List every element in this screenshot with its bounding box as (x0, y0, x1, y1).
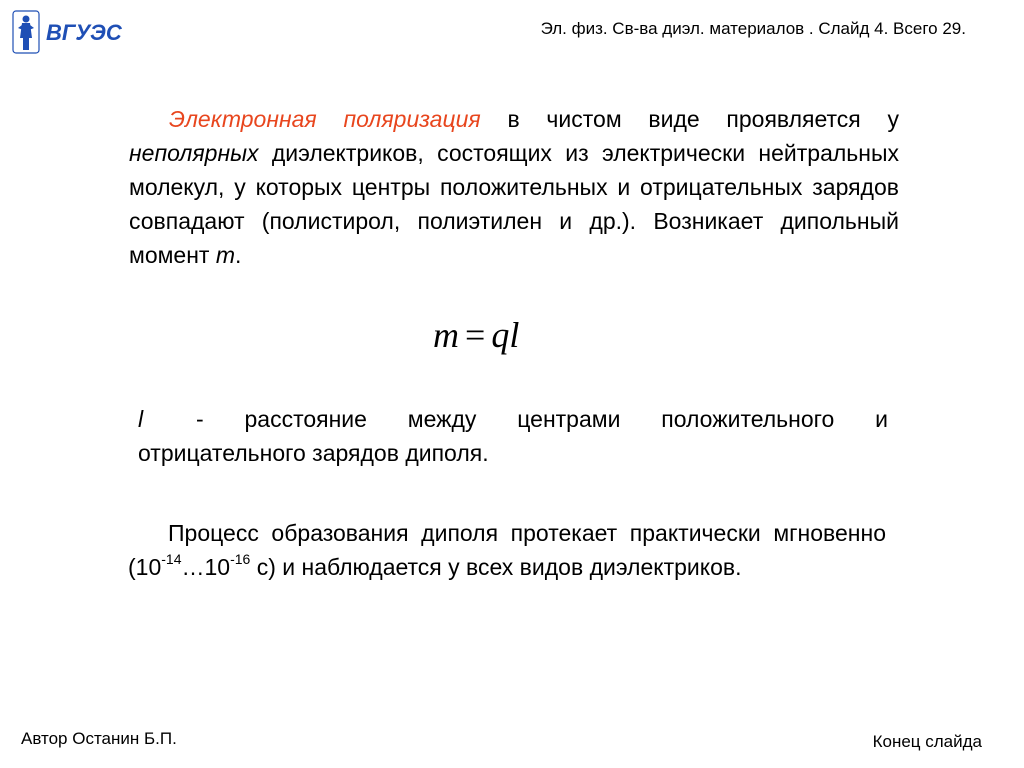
formula-equals: = (465, 315, 486, 355)
author-label: Автор Останин Б.П. (21, 729, 177, 748)
variable-l: l (138, 406, 144, 432)
paragraph-dipole-process (128, 516, 886, 584)
university-logo (12, 8, 132, 56)
paragraph-text: Процесс образования диполя протекает практически мгновенно (10 (128, 520, 886, 580)
paragraph-electronic-polarization (129, 102, 899, 272)
exponent-1: -14 (161, 551, 182, 568)
moment-symbol: m (215, 242, 236, 268)
statue-icon (13, 11, 39, 53)
highlight-term: Электронная поляризация (169, 106, 481, 132)
formula-rhs: ql (491, 315, 520, 355)
logo-text: ВГУЭС (46, 20, 122, 45)
paragraph-text: диэлектриков, состоящих из электрически нейтральных молекул, у которых центры положительных и отрицательных зарядов совпадают (полистирол, полиэтилен и др.). Возникает дипольный момент (129, 140, 899, 268)
end-of-slide-link[interactable]: Конец слайда (872, 732, 982, 751)
paragraph-text: - расстояние между центрами положительного и отрицательного зарядов диполя. (138, 406, 888, 466)
paragraph-text: …10 (181, 554, 231, 580)
slide-header: Эл. физ. Св-ва диэл. материалов . Слайд 4. Всего 29. (540, 19, 966, 38)
paragraph-distance-definition (138, 402, 888, 470)
exponent-2: -16 (230, 551, 251, 568)
paragraph-end: . (235, 242, 242, 268)
dipole-moment-formula (433, 313, 519, 357)
paragraph-text: с) и наблюдается у всех видов диэлектриков. (250, 554, 742, 580)
formula-lhs: m (433, 315, 459, 355)
italic-term: неполярных (129, 140, 259, 166)
paragraph-text: в чистом виде проявляется у (480, 106, 899, 132)
